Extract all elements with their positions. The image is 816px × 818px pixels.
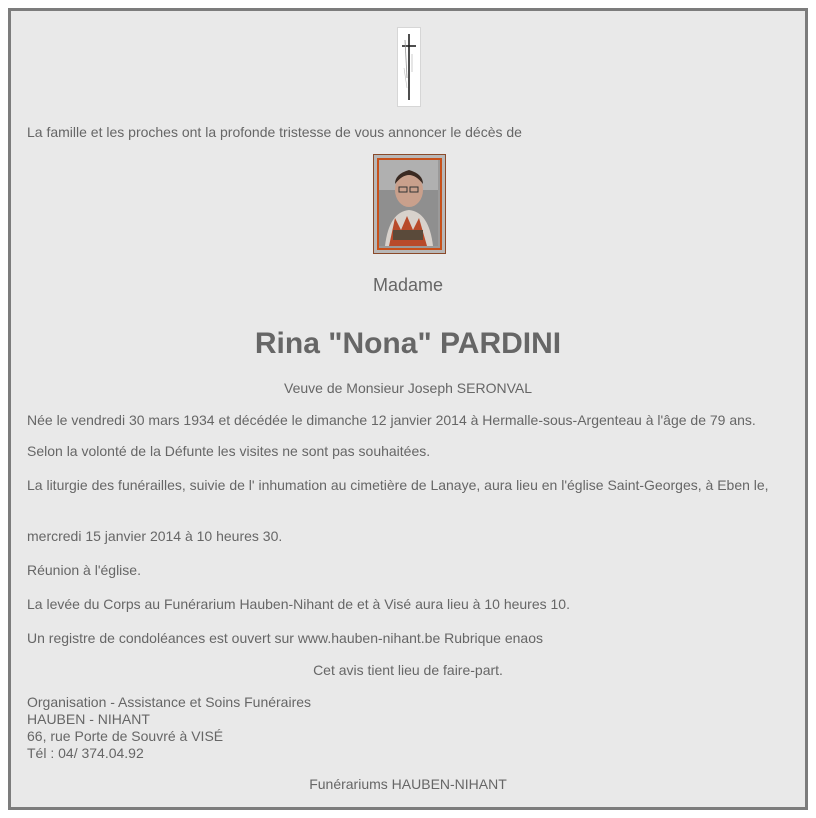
paragraph-registry: Un registre de condoléances est ouvert sur www.hauben-nihant.be Rubrique enaos — [27, 630, 543, 646]
organisation-line-4: Tél : 04/ 374.04.92 — [27, 745, 144, 761]
death-notice-card — [8, 8, 808, 810]
notice-text: Cet avis tient lieu de faire-part. — [313, 662, 503, 678]
paragraph-visits: Selon la volonté de la Défunte les visites ne sont pas souhaitées. — [27, 443, 431, 459]
paragraph-liturgy: La liturgie des funérailles, suivie de l' inhumation au cimetière de Lanaye, aura lieu en l'église Saint-Georges, à Eben le, — [27, 477, 769, 493]
paragraph-date: mercredi 15 janvier 2014 à 10 heures 30. — [27, 528, 283, 544]
intro-text: La famille et les proches ont la profonde tristesse de vous annoncer le décès de — [27, 124, 522, 140]
footer-text: Funérariums HAUBEN-NIHANT — [309, 776, 507, 792]
portrait-photo — [373, 154, 446, 254]
organisation-line-2: HAUBEN - NIHANT — [27, 711, 150, 727]
organisation-line-1: Organisation - Assistance et Soins Funéraires — [27, 694, 312, 710]
organisation-line-3: 66, rue Porte de Souvré à VISÉ — [27, 728, 224, 744]
deceased-name: Rina "Nona" PARDINI — [254, 327, 562, 360]
organisation-block — [27, 694, 311, 762]
paragraph-birth-death: Née le vendredi 30 mars 1934 et décédée le dimanche 12 janvier 2014 à Hermalle-sous-Argenteau à l'âge de 79 ans. — [27, 412, 756, 428]
widow-of: Veuve de Monsieur Joseph SERONVAL — [284, 380, 532, 396]
paragraph-levee: La levée du Corps au Funérarium Hauben-Nihant de et à Visé aura lieu à 10 heures 10. — [27, 596, 570, 612]
title-prefix: Madame — [372, 275, 444, 295]
cross-icon — [397, 27, 421, 107]
paragraph-meeting: Réunion à l'église. — [27, 562, 141, 578]
